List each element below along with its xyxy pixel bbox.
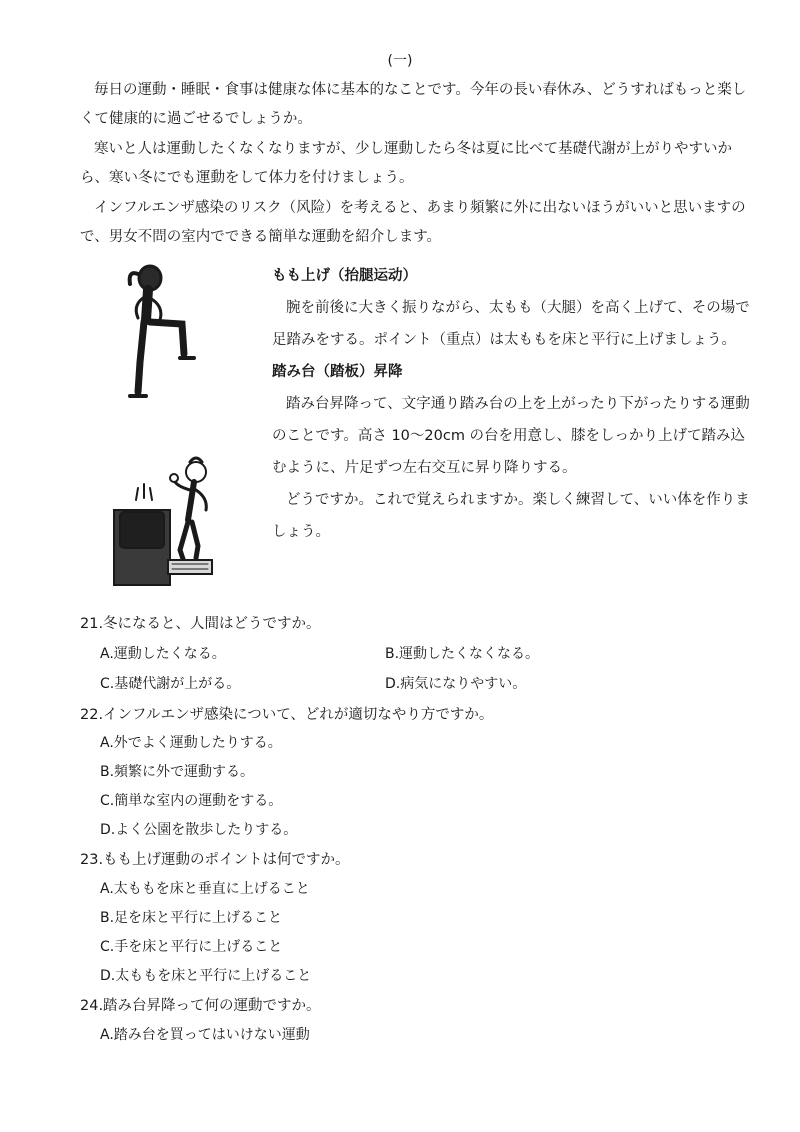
question-21-option-c[interactable]: C.基礎代謝が上がる。 <box>100 676 241 692</box>
section-heading-thigh-raise: もも上げ（抬腿运动） <box>272 268 417 284</box>
question-23-option-a[interactable]: A.太ももを床と垂直に上げること <box>100 881 310 897</box>
question-23-stem: 23.もも上げ運動のポイントは何ですか。 <box>80 852 350 868</box>
section-body-step-platform: 踏み台昇降って、文字通り踏み台の上を上がったり下がったりする運動のことです。高さ 10～20cm の台を用意し、膝をしっかり上げて踏み込むように、片足ずつ左右交互に昇り降りする。 <box>272 396 750 476</box>
page-number: (一) <box>387 53 413 69</box>
step-platform-illustration <box>110 450 225 590</box>
question-23-option-b[interactable]: B.足を床と平行に上げること <box>100 910 283 926</box>
question-22-option-d[interactable]: D.よく公園を散歩したりする。 <box>100 822 298 838</box>
question-24-stem: 24.踏み台昇降って何の運動ですか。 <box>80 998 321 1014</box>
question-22-stem: 22.インフルエンザ感染について、どれが適切なやり方ですか。 <box>80 707 494 723</box>
question-22-option-b[interactable]: B.頻繁に外で運動する。 <box>100 764 255 780</box>
question-22-option-a[interactable]: A.外でよく運動したりする。 <box>100 735 282 751</box>
question-21-option-d[interactable]: D.病気になりやすい。 <box>385 676 527 692</box>
thigh-raise-illustration <box>110 262 220 407</box>
question-21-stem: 21.冬になると、人間はどうですか。 <box>80 616 321 632</box>
passage-paragraph-2: 寒いと人は運動したくなくなりますが、少し運動したら冬は夏に比べて基礎代謝が上がりやすいから、寒い冬にでも運動をして体力を付けましょう。 <box>80 141 732 186</box>
section-body-thigh-raise: 腕を前後に大きく振りながら、太もも（大腿）を高く上げて、その場で足踏みをする。ポイント（重点）は太ももを床と平行に上げましょう。 <box>272 300 750 348</box>
question-21-option-a[interactable]: A.運動したくなる。 <box>100 646 226 662</box>
question-24-option-a[interactable]: A.踏み台を買ってはいけない運動 <box>100 1027 310 1043</box>
question-22-option-c[interactable]: C.簡単な室内の運動をする。 <box>100 793 283 809</box>
question-21-option-b[interactable]: B.運動したくなくなる。 <box>385 646 540 662</box>
passage-paragraph-1: 毎日の運動・睡眠・食事は健康な体に基本的なことです。今年の長い春休み、どうすればもっと楽しくて健康的に過ごせるでしょうか。 <box>80 82 747 127</box>
section-heading-step-platform: 踏み台（踏板）昇降 <box>272 364 403 380</box>
passage-closing: どうですか。これで覚えられますか。楽しく練習して、いい体を作りましょう。 <box>272 492 750 540</box>
question-23-option-d[interactable]: D.太ももを床と平行に上げること <box>100 968 312 984</box>
question-23-option-c[interactable]: C.手を床と平行に上げること <box>100 939 283 955</box>
passage-paragraph-3: インフルエンザ感染のリスク（风险）を考えると、あまり頻繁に外に出ないほうがいいと思いますので、男女不問の室内でできる簡単な運動を紹介します。 <box>80 200 746 245</box>
